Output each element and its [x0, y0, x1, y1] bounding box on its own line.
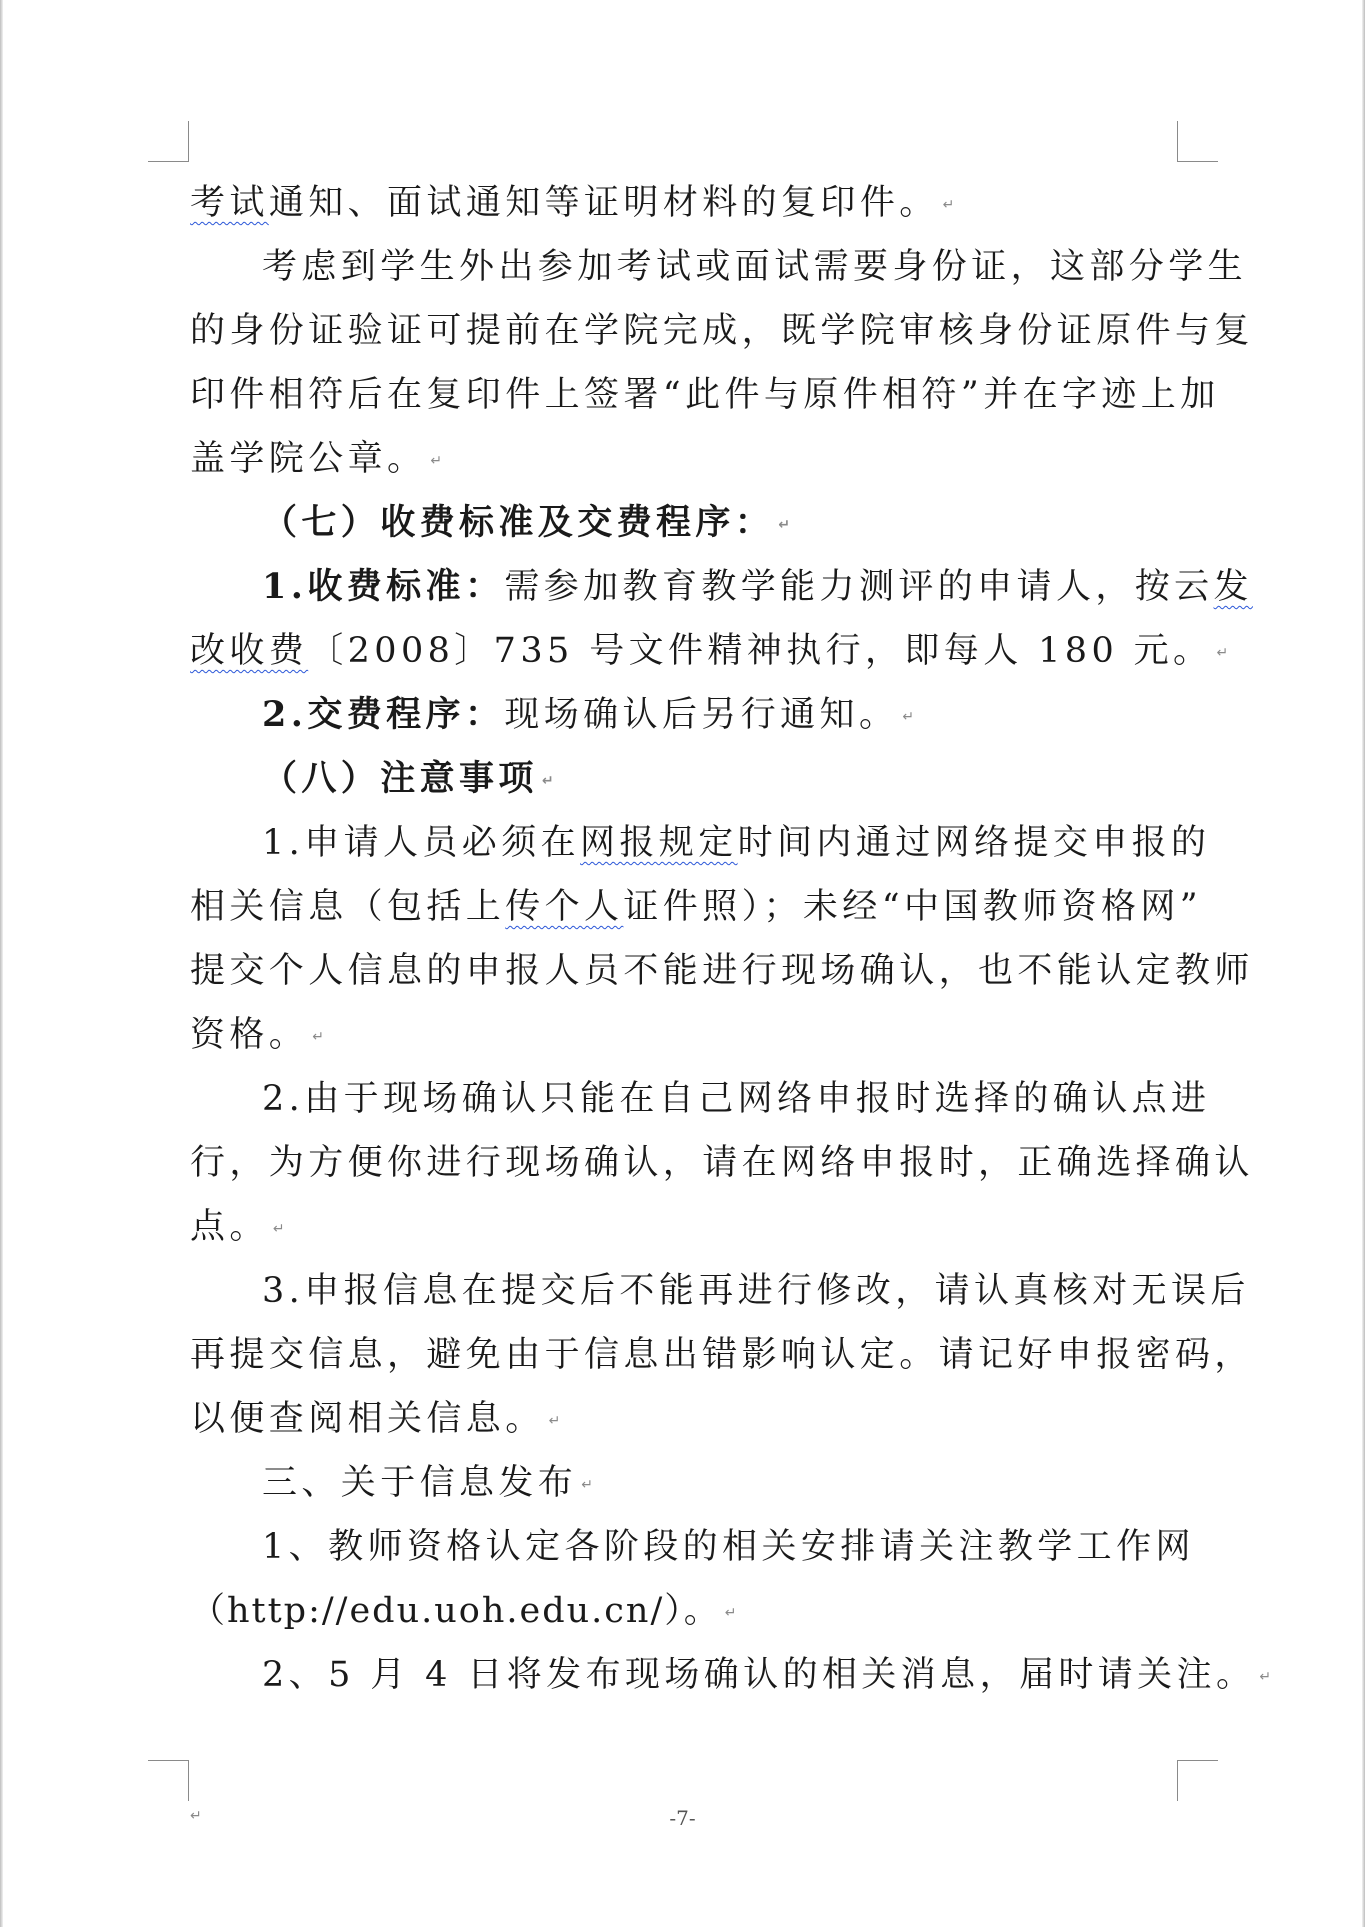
- crop-mark-top-left: [148, 121, 189, 162]
- text-line: [190, 235, 1248, 299]
- text-run: 盖学院公章。: [190, 439, 427, 479]
- spellcheck-flagged-text[interactable]: 改收费: [190, 631, 309, 671]
- text-run: 2.由于现场确认只能在自己网络申报时选择的确认点进: [262, 1079, 1211, 1119]
- text-run: 以便查阅相关信息。: [190, 1399, 545, 1439]
- paragraph-mark-icon: ↵: [942, 196, 955, 213]
- heading-text: 三、关于信息发布: [262, 1463, 578, 1503]
- text-run: 需参加教育教学能力测评的申请人，按云: [504, 567, 1214, 607]
- text-line: [190, 1131, 1254, 1195]
- text-line: [190, 811, 1211, 875]
- text-run: 再提交信息，避免由于信息出错影响认定。请记好申报密码，: [190, 1335, 1254, 1375]
- text-run: 3.申报信息在提交后不能再进行修改，请认真核对无误后: [262, 1271, 1250, 1311]
- text-line: [190, 171, 1174, 235]
- spellcheck-flagged-text[interactable]: 考试: [190, 183, 269, 223]
- spellcheck-flagged-text[interactable]: 网报规定: [580, 823, 738, 863]
- text-line: [190, 683, 1174, 747]
- text-line: [190, 1515, 1195, 1579]
- paragraph-mark-icon: ↵: [430, 452, 443, 469]
- spellcheck-flagged-text[interactable]: 发: [1213, 567, 1253, 607]
- paragraph-mark-icon: ↵: [190, 1808, 202, 1824]
- text-line: [190, 363, 1220, 427]
- paragraph-mark-icon: ↵: [272, 1220, 285, 1237]
- paragraph-mark-icon: ↵: [1216, 644, 1229, 661]
- paragraph-mark-icon: ↵: [778, 516, 790, 533]
- text-line: [190, 1195, 1174, 1259]
- text-line: [190, 1067, 1211, 1131]
- text-line: [190, 1003, 1174, 1067]
- crop-mark-bottom-right: [1177, 1760, 1218, 1801]
- text-line: [190, 1323, 1254, 1387]
- text-run: 1.申请人员必须在: [262, 823, 580, 863]
- paragraph-mark-icon: ↵: [541, 772, 554, 789]
- paragraph-mark-icon: ↵: [581, 1476, 593, 1493]
- text-line: [190, 555, 1253, 619]
- text-run: 2、5 月 4 日将发布现场确认的相关消息，届时请关注。: [262, 1655, 1256, 1695]
- text-run: 行，为方便你进行现场确认，请在网络申报时，正确选择确认: [190, 1143, 1254, 1183]
- paragraph-mark-icon: ↵: [548, 1412, 561, 1429]
- page-left-edge: [0, 0, 3, 1927]
- text-line: [190, 299, 1254, 363]
- heading-text: （七）收费标准及交费程序：: [262, 502, 775, 543]
- text-run: 的身份证验证可提前在学院完成，既学院审核身份证原件与复: [190, 311, 1254, 351]
- item-label: 1.收费标准：: [262, 566, 505, 607]
- text-run: 证件照）；未经“中国教师资格网”: [623, 887, 1203, 927]
- text-line: [190, 619, 1229, 683]
- link-text[interactable]: （http://edu.uoh.edu.cn/）。: [190, 1591, 721, 1631]
- text-line: [190, 939, 1254, 1003]
- text-run: 现场确认后另行通知。: [504, 695, 899, 735]
- section-heading: [190, 1451, 1174, 1515]
- text-run: 1、教师资格认定各阶段的相关安排请关注教学工作网: [262, 1527, 1195, 1567]
- text-run: 通知、面试通知等证明材料的复印件。: [268, 183, 939, 223]
- text-line: [190, 427, 1174, 491]
- text-line: [190, 1643, 1272, 1707]
- section-heading: [190, 491, 1174, 555]
- text-run: 时间内通过网络提交申报的: [737, 823, 1211, 863]
- paragraph-mark-icon: ↵: [1259, 1668, 1272, 1685]
- paragraph-mark-icon: ↵: [724, 1604, 737, 1621]
- text-line: [190, 1387, 1174, 1451]
- text-run: 相关信息（包括上: [190, 887, 506, 927]
- crop-mark-bottom-left: [148, 1760, 189, 1801]
- item-label: 2.交费程序：: [262, 694, 505, 735]
- text-run: 提交个人信息的申报人员不能进行现场确认，也不能认定教师: [190, 951, 1254, 991]
- heading-text: （八）注意事项: [262, 758, 538, 799]
- text-run: 点。: [190, 1207, 269, 1247]
- spellcheck-flagged-text[interactable]: 传个人: [505, 887, 624, 927]
- text-run: 印件相符后在复印件上签署“此件与原件相符”并在字迹上加: [190, 375, 1220, 415]
- text-line: [190, 1259, 1250, 1323]
- paragraph-mark-icon: ↵: [312, 1028, 324, 1045]
- crop-mark-top-right: [1177, 121, 1218, 162]
- page-number: -7-: [669, 1806, 696, 1830]
- text-run: 考虑到学生外出参加考试或面试需要身份证，这部分学生: [262, 247, 1248, 287]
- paragraph-mark-icon: ↵: [902, 708, 915, 725]
- text-run: 资格。: [190, 1015, 309, 1055]
- text-line: [190, 1579, 1174, 1643]
- section-heading: [190, 747, 1174, 811]
- text-run: 〔2008〕735 号文件精神执行，即每人 180 元。: [308, 631, 1213, 671]
- text-line: [190, 875, 1203, 939]
